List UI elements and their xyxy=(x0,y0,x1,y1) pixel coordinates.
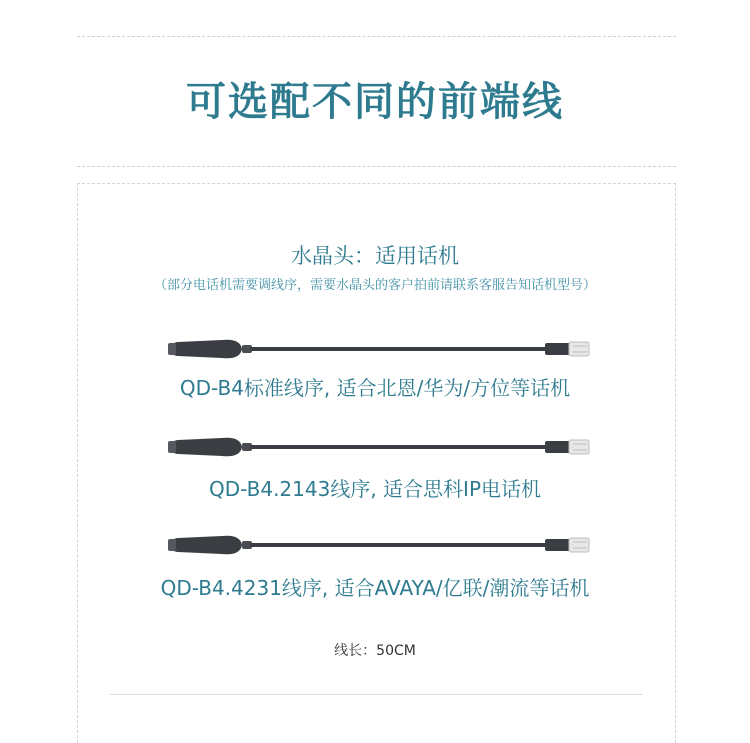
cable-caption: QD-B4.2143线序, 适合思科IP电话机 xyxy=(208,477,542,501)
cable-length: 线长：50CM xyxy=(334,643,416,659)
top-divider xyxy=(77,36,676,37)
title-divider xyxy=(77,166,676,167)
qd-to-rj-cable-icon xyxy=(160,422,600,472)
cable-caption: QD-B4.4231线序, 适合AVAYA/亿联/潮流等话机 xyxy=(160,576,590,600)
section-subtitle: 水晶头：适用话机 xyxy=(291,244,459,268)
bottom-divider xyxy=(110,694,643,695)
qd-to-rj-cable-icon xyxy=(160,324,600,374)
section-note: （部分电话机需要调线序，需要水晶头的客户拍前请联系客服告知话机型号） xyxy=(153,278,596,293)
cable-caption: QD-B4标准线序, 适合北恩/华为/方位等话机 xyxy=(179,376,571,400)
qd-to-rj-cable-icon xyxy=(160,520,600,570)
page-title: 可选配不同的前端线 xyxy=(186,79,564,125)
